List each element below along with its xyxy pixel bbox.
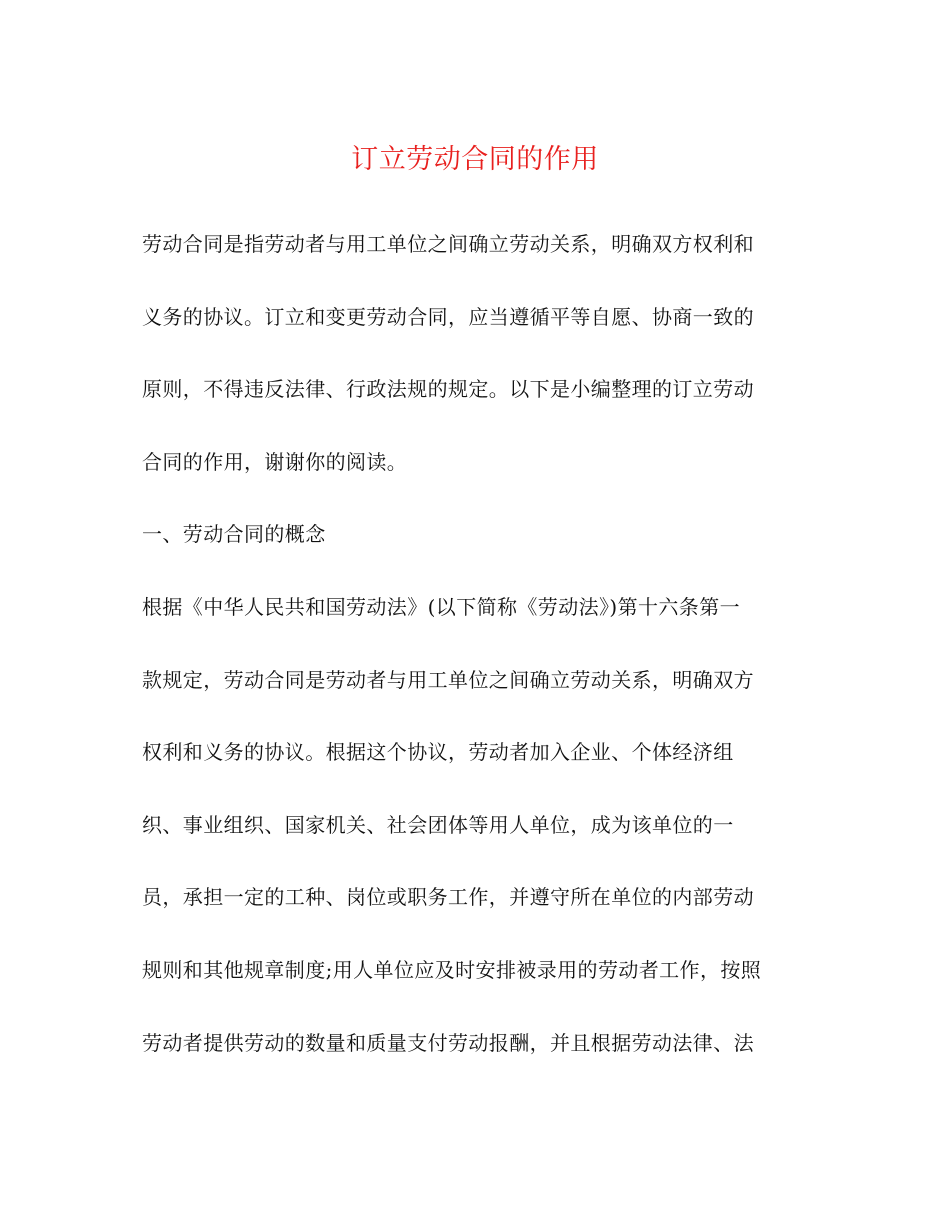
document-title: 订立劳动合同的作用: [351, 144, 599, 175]
body-line: 原则，不得违反法律、行政法规的规定。以下是小编整理的订立劳动: [142, 377, 754, 402]
body-line: 织、事业组织、国家机关、社会团体等用人单位，成为该单位的一: [142, 812, 734, 837]
body-line: 劳动合同是指劳动者与用工单位之间确立劳动关系，明确双方权利和: [142, 232, 754, 256]
body-line: 根据《中华人民共和国劳动法》(以下简称《劳动法》)第十六条第一: [142, 594, 741, 619]
section-heading: 一、劳动合同的概念: [142, 522, 326, 547]
body-line: 款规定，劳动合同是劳动者与用工单位之间确立劳动关系，明确双方: [142, 667, 754, 692]
body-line: 权利和义务的协议。根据这个协议，劳动者加入企业、个体经济组: [142, 740, 734, 765]
body-line: 劳动者提供劳动的数量和质量支付劳动报酬，并且根据劳动法律、法: [142, 1030, 754, 1055]
body-line: 员，承担一定的工种、岗位或职务工作，并遵守所在单位的内部劳动: [142, 885, 754, 910]
document-body: [142, 222, 822, 1093]
body-line: 合同的作用，谢谢你的阅读。: [142, 449, 408, 474]
body-line: 义务的协议。订立和变更劳动合同，应当遵循平等自愿、协商一致的: [142, 304, 754, 329]
body-line: 规则和其他规章制度;用人单位应及时安排被录用的劳动者工作，按照: [142, 957, 762, 982]
